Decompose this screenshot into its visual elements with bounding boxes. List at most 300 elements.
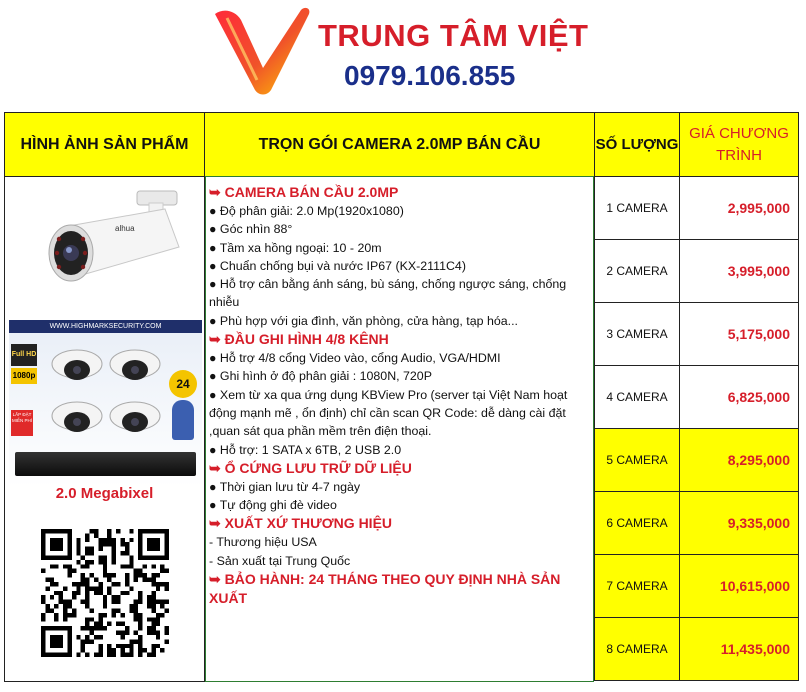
- qr-module: [41, 555, 45, 559]
- spec-line: ● Độ phân giải: 2.0 Mp(1920x1080): [209, 204, 404, 218]
- qr-module: [81, 582, 85, 586]
- qr-module: [112, 653, 116, 657]
- qr-module: [165, 569, 169, 573]
- qr-module: [147, 529, 151, 533]
- qr-module: [67, 626, 71, 630]
- qr-module: [45, 555, 49, 559]
- qr-module: [103, 595, 107, 599]
- qr-module: [134, 608, 138, 612]
- qr-module: [94, 533, 98, 537]
- qr-module: [151, 578, 155, 582]
- qr-module: [67, 569, 71, 573]
- qr-module: [67, 613, 71, 617]
- qr-module: [151, 626, 155, 630]
- qr-module: [54, 564, 58, 568]
- qr-module: [120, 551, 124, 555]
- qr-module: [138, 547, 142, 551]
- qr-module: [85, 560, 89, 564]
- qr-module: [90, 639, 94, 643]
- qr-module: [41, 626, 45, 630]
- qr-module: [165, 586, 169, 590]
- qr-module: [165, 626, 169, 630]
- qr-module: [59, 644, 63, 648]
- qr-module: [50, 595, 54, 599]
- qty-cell: 8 CAMERA: [594, 617, 680, 681]
- qr-module: [112, 547, 116, 551]
- qr-module: [72, 591, 76, 595]
- qr-module: [94, 653, 98, 657]
- qr-module: [147, 604, 151, 608]
- qr-module: [112, 595, 116, 599]
- qr-module: [147, 653, 151, 657]
- spec-line: ● Thời gian lưu từ 4-7 ngày: [209, 479, 361, 494]
- qr-module: [151, 547, 155, 551]
- qr-module: [63, 613, 67, 617]
- qr-module: [59, 538, 63, 542]
- qr-module: [112, 573, 116, 577]
- qr-module: [147, 578, 151, 582]
- qr-module: [165, 529, 169, 533]
- qr-module: [138, 538, 142, 542]
- qr-module: [54, 582, 58, 586]
- qr-module: [112, 542, 116, 546]
- qr-module: [147, 600, 151, 604]
- qr-module: [147, 538, 151, 542]
- qr-module: [67, 648, 71, 652]
- qr-module: [156, 644, 160, 648]
- qr-module: [120, 591, 124, 595]
- qr-module: [156, 631, 160, 635]
- qr-module: [45, 586, 49, 590]
- qr-module: [67, 529, 71, 533]
- qr-module: [85, 564, 89, 568]
- qr-module: [59, 626, 63, 630]
- qr-module: [165, 555, 169, 559]
- spec-line: ● Hỗ trợ: 1 SATA x 6TB, 2 USB 2.0: [209, 442, 402, 457]
- resolution-badge: 1080p: [11, 368, 37, 384]
- spec-line: ● Ghi hình ở độ phân giải : 1080N, 720P: [209, 369, 432, 384]
- qr-module: [45, 604, 49, 608]
- qr-module: [67, 631, 71, 635]
- section-heading: ➥ CAMERA BÁN CẦU 2.0MP: [209, 184, 399, 200]
- qr-module: [151, 595, 155, 599]
- qr-module: [143, 555, 147, 559]
- qr-module: [85, 551, 89, 555]
- camera-brand-text: alhua: [115, 224, 135, 233]
- qr-module: [50, 644, 54, 648]
- qr-module: [90, 573, 94, 577]
- warranty-badge: 24: [169, 370, 197, 398]
- qr-module: [112, 600, 116, 604]
- qr-module: [54, 617, 58, 621]
- qr-module: [85, 578, 89, 582]
- qr-module: [50, 564, 54, 568]
- spec-line: - Thương hiệu USA: [209, 535, 317, 550]
- qr-module: [138, 622, 142, 626]
- spec-line: ● Phù hợp với gia đình, văn phòng, cửa hàng, tạp hóa...: [209, 313, 518, 328]
- qr-module: [156, 586, 160, 590]
- qr-module: [103, 604, 107, 608]
- qr-module: [67, 542, 71, 546]
- qr-module: [107, 644, 111, 648]
- qr-module: [147, 626, 151, 630]
- qr-module: [41, 595, 45, 599]
- qr-module: [72, 613, 76, 617]
- qty-cell: 2 CAMERA: [594, 239, 680, 303]
- qr-module: [147, 542, 151, 546]
- package-description: [205, 176, 594, 682]
- qr-module: [81, 564, 85, 568]
- qr-module: [165, 538, 169, 542]
- qr-module: [45, 608, 49, 612]
- price-cell: 9,335,000: [679, 491, 799, 555]
- qr-module: [98, 560, 102, 564]
- qr-module: [151, 608, 155, 612]
- qr-module: [125, 542, 129, 546]
- qr-module: [103, 555, 107, 559]
- header-image-label: HÌNH ẢNH SẢN PHẨM: [20, 135, 189, 153]
- qr-module: [67, 635, 71, 639]
- qr-module: [85, 635, 89, 639]
- qty-cell: 5 CAMERA: [594, 428, 680, 492]
- price-cell: 10,615,000: [679, 554, 799, 618]
- qr-module: [59, 653, 63, 657]
- qr-module: [63, 555, 67, 559]
- qr-module: [138, 635, 142, 639]
- qr-module: [125, 564, 129, 568]
- qr-module: [63, 653, 67, 657]
- qr-module: [94, 622, 98, 626]
- qr-module: [98, 613, 102, 617]
- spec-line: ● Hỗ trợ 4/8 cổng Video vào, cổng Audio, VGA/HDMI: [209, 351, 501, 366]
- qr-module: [165, 551, 169, 555]
- qr-module: [120, 635, 124, 639]
- qr-module: [90, 551, 94, 555]
- qr-module: [151, 555, 155, 559]
- qr-module: [134, 600, 138, 604]
- price-cell: 8,295,000: [679, 428, 799, 492]
- qr-module: [50, 582, 54, 586]
- section-heading: ➥ XUẤT XỨ THƯƠNG HIỆU: [209, 515, 393, 532]
- qr-module: [143, 564, 147, 568]
- qr-module: [129, 555, 133, 559]
- qr-module: [90, 547, 94, 551]
- qr-module: [54, 555, 58, 559]
- qr-module: [134, 639, 138, 643]
- qr-module: [67, 533, 71, 537]
- qr-module: [156, 617, 160, 621]
- qr-module: [98, 591, 102, 595]
- qr-module: [54, 529, 58, 533]
- qr-module: [85, 538, 89, 542]
- qr-module: [85, 600, 89, 604]
- qr-module: [45, 578, 49, 582]
- qr-module: [59, 542, 63, 546]
- qr-module: [165, 542, 169, 546]
- qr-module: [116, 622, 120, 626]
- qr-module: [125, 644, 129, 648]
- qr-module: [165, 639, 169, 643]
- qr-module: [151, 591, 155, 595]
- free-install-sticker: LẮP ĐẶT MIỄN PHÍ: [11, 410, 33, 436]
- qr-module: [63, 564, 67, 568]
- qr-module: [120, 564, 124, 568]
- qr-module: [98, 622, 102, 626]
- qr-module: [54, 639, 58, 643]
- qr-module: [160, 555, 164, 559]
- qr-module: [67, 573, 71, 577]
- qr-module: [59, 591, 63, 595]
- qr-module: [81, 639, 85, 643]
- qr-module: [125, 573, 129, 577]
- qr-module: [147, 595, 151, 599]
- qr-module: [138, 613, 142, 617]
- qr-module: [125, 653, 129, 657]
- qr-module: [116, 582, 120, 586]
- qr-module: [112, 560, 116, 564]
- qr-module: [107, 533, 111, 537]
- qr-module: [156, 622, 160, 626]
- qr-module: [98, 538, 102, 542]
- qr-module: [151, 542, 155, 546]
- qr-module: [98, 555, 102, 559]
- qr-module: [67, 644, 71, 648]
- qr-module: [107, 578, 111, 582]
- qr-module: [72, 569, 76, 573]
- qr-module: [76, 560, 80, 564]
- bullet-camera-image: [45, 187, 195, 307]
- qr-module: [160, 604, 164, 608]
- qr-module: [81, 626, 85, 630]
- qr-module: [107, 538, 111, 542]
- qr-module: [151, 653, 155, 657]
- qr-module: [116, 600, 120, 604]
- qr-module: [147, 547, 151, 551]
- qr-module: [90, 626, 94, 630]
- qr-module: [138, 600, 142, 604]
- qr-module: [129, 639, 133, 643]
- qr-module: [67, 653, 71, 657]
- qr-module: [72, 582, 76, 586]
- kit-image: [9, 320, 202, 487]
- qr-module: [50, 542, 54, 546]
- header-package-column: [204, 112, 595, 177]
- qr-module: [76, 635, 80, 639]
- qr-module: [147, 617, 151, 621]
- section-heading: ➥ ĐẦU GHI HÌNH 4/8 KÊNH: [209, 331, 389, 348]
- brand-name: TRUNG TÂM VIỆT: [318, 18, 589, 53]
- qr-module: [63, 529, 67, 533]
- qr-module: [125, 631, 129, 635]
- qr-module: [41, 648, 45, 652]
- qr-module: [116, 644, 120, 648]
- header-image-column: [4, 112, 205, 177]
- fullhd-badge: Full HD: [11, 344, 37, 366]
- qr-module: [98, 626, 102, 630]
- qr-module: [125, 626, 129, 630]
- qr-module: [76, 542, 80, 546]
- qty-cell: 3 CAMERA: [594, 302, 680, 366]
- qr-module: [125, 582, 129, 586]
- qr-module: [98, 582, 102, 586]
- hotline-phone[interactable]: 0979.106.855: [344, 60, 516, 91]
- qr-module: [50, 653, 54, 657]
- qr-module: [151, 604, 155, 608]
- qr-module: [138, 542, 142, 546]
- kit-url-banner: WWW.HIGHMARKSECURITY.COM: [9, 320, 202, 333]
- qr-module: [120, 542, 124, 546]
- qr-module: [72, 608, 76, 612]
- qr-module: [129, 653, 133, 657]
- dome-cameras-image: [49, 336, 164, 456]
- qr-module: [134, 573, 138, 577]
- qr-module: [67, 639, 71, 643]
- qr-module: [138, 569, 142, 573]
- qr-module: [160, 564, 164, 568]
- qr-module: [134, 613, 138, 617]
- qr-module: [63, 600, 67, 604]
- qr-module: [129, 529, 133, 533]
- qr-module: [151, 573, 155, 577]
- qr-module: [116, 529, 120, 533]
- qr-module: [41, 653, 45, 657]
- qr-module: [120, 648, 124, 652]
- qr-module: [120, 653, 124, 657]
- worker-figure: [172, 400, 194, 440]
- qr-module: [50, 538, 54, 542]
- qr-module: [90, 608, 94, 612]
- qr-module: [54, 635, 58, 639]
- qr-module: [151, 644, 155, 648]
- qr-code-image: [41, 529, 169, 657]
- qr-module: [160, 613, 164, 617]
- qr-module: [81, 555, 85, 559]
- qr-module: [129, 604, 133, 608]
- qr-module: [85, 595, 89, 599]
- qr-module: [59, 635, 63, 639]
- qr-module: [107, 573, 111, 577]
- qr-module: [76, 582, 80, 586]
- qr-module: [98, 648, 102, 652]
- qr-module: [50, 608, 54, 612]
- brand-v-logo: [213, 6, 313, 96]
- header-price-label: GIÁ CHƯƠNG TRÌNH: [689, 124, 789, 164]
- qr-module: [98, 653, 102, 657]
- qr-module: [147, 631, 151, 635]
- qr-module: [54, 653, 58, 657]
- qr-module: [67, 538, 71, 542]
- qr-module: [129, 564, 133, 568]
- qr-module: [41, 551, 45, 555]
- qr-module: [59, 639, 63, 643]
- qr-module: [125, 547, 129, 551]
- qr-module: [125, 578, 129, 582]
- qr-module: [76, 591, 80, 595]
- qr-module: [63, 617, 67, 621]
- qr-module: [129, 648, 133, 652]
- qr-module: [107, 622, 111, 626]
- qr-module: [41, 538, 45, 542]
- qr-module: [112, 555, 116, 559]
- qr-module: [138, 591, 142, 595]
- qr-module: [67, 564, 71, 568]
- qr-module: [143, 529, 147, 533]
- qr-module: [63, 626, 67, 630]
- qr-module: [129, 644, 133, 648]
- spec-line: ● Góc nhìn 88°: [209, 222, 293, 237]
- qr-module: [41, 631, 45, 635]
- qr-module: [94, 586, 98, 590]
- nvr-recorder-image: [15, 452, 196, 476]
- qr-module: [156, 582, 160, 586]
- image-caption: 2.0 Megabixel: [55, 485, 154, 502]
- qr-module: [98, 635, 102, 639]
- section-heading: ➥ Ổ CỨNG LƯU TRỮ DỮ LIỆU: [209, 459, 412, 476]
- qr-module: [76, 586, 80, 590]
- qty-cell: 1 CAMERA: [594, 176, 680, 240]
- qr-module: [134, 578, 138, 582]
- qr-module: [143, 578, 147, 582]
- qr-module: [54, 591, 58, 595]
- qr-module: [98, 644, 102, 648]
- qr-module: [41, 547, 45, 551]
- qr-module: [107, 542, 111, 546]
- qr-module: [59, 555, 63, 559]
- qr-module: [120, 644, 124, 648]
- qr-module: [138, 648, 142, 652]
- qr-module: [112, 608, 116, 612]
- qr-module: [107, 648, 111, 652]
- qr-module: [147, 555, 151, 559]
- header-price-column: [679, 112, 799, 177]
- qr-module: [41, 617, 45, 621]
- qr-module: [41, 529, 45, 533]
- qr-module: [129, 608, 133, 612]
- qr-module: [59, 529, 63, 533]
- qr-module: [151, 600, 155, 604]
- qr-module: [116, 608, 120, 612]
- qr-module: [143, 573, 147, 577]
- qr-module: [160, 529, 164, 533]
- spec-line: ● Chuẩn chống bụi và nước IP67 (KX-2111C4): [209, 258, 466, 273]
- qr-module: [138, 595, 142, 599]
- spec-line: ● Tầm xa hồng ngoại: 10 - 20m: [209, 240, 382, 255]
- qr-module: [138, 551, 142, 555]
- price-cell: 3,995,000: [679, 239, 799, 303]
- qr-module: [54, 644, 58, 648]
- product-image-cell: [4, 176, 205, 682]
- qr-module: [59, 595, 63, 599]
- qr-module: [129, 586, 133, 590]
- qr-module: [90, 560, 94, 564]
- qr-module: [165, 582, 169, 586]
- qr-module: [94, 626, 98, 630]
- qr-module: [143, 648, 147, 652]
- qr-module: [81, 648, 85, 652]
- qr-module: [138, 639, 142, 643]
- qr-module: [160, 600, 164, 604]
- qr-module: [98, 542, 102, 546]
- qr-module: [50, 635, 54, 639]
- qr-module: [138, 626, 142, 630]
- qr-module: [107, 653, 111, 657]
- qr-module: [103, 560, 107, 564]
- qr-module: [85, 582, 89, 586]
- qr-module: [94, 635, 98, 639]
- qr-module: [50, 547, 54, 551]
- qr-module: [94, 591, 98, 595]
- qr-module: [151, 582, 155, 586]
